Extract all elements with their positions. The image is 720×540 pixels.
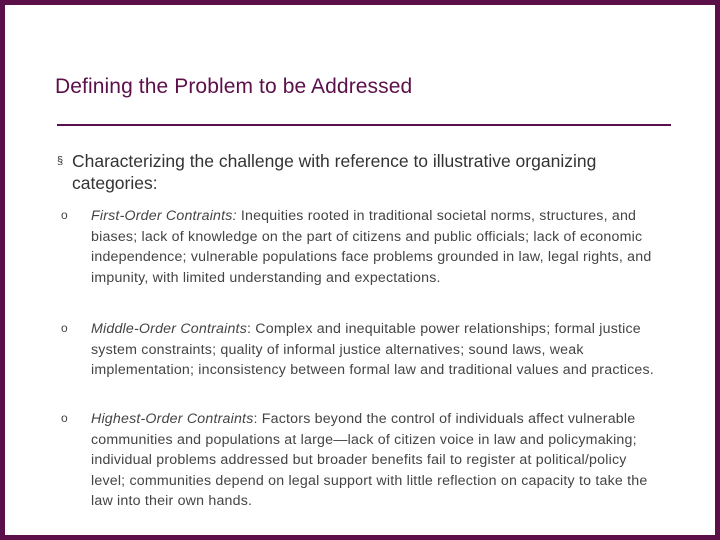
sub-bullet-first-order: [61, 206, 661, 288]
sub-bullet-label: First-Order Contraints:: [91, 208, 237, 224]
square-bullet-icon: §: [57, 155, 64, 167]
sub-bullet-middle-order: [61, 319, 661, 381]
sub-bullet-text: [91, 206, 661, 288]
sub-bullet-body: : Factors beyond the control of individuals affect vulnerable communities and populations at large—lack of citizen voice in law and policymaking; individual problems addressed but broader benefits fail to register at political/policy level; communities depend on legal support with little reflection on capacity to take the law into their own hands.: [91, 411, 648, 509]
circle-bullet-icon: o: [61, 411, 68, 425]
main-bullet: [57, 150, 657, 194]
main-bullet-text: Characterizing the challenge with reference to illustrative organizing categories:: [72, 151, 597, 193]
sub-bullet-body: : Complex and inequitable power relationships; formal justice system constraints; quality of informal justice alternatives; sound laws, weak implementation; inconsistency between formal law and traditional values and practices.: [91, 321, 654, 378]
sub-bullet-label: Middle-Order Contraints: [91, 321, 247, 337]
circle-bullet-icon: o: [61, 208, 68, 222]
title-divider: [57, 124, 671, 126]
sub-bullet-text: [91, 319, 661, 381]
sub-bullet-body: Inequities rooted in traditional societal norms, structures, and biases; lack of knowledge on the part of citizens and public officials; lack of economic independence; vulnerable populations face problems grounded in law, legal rights, and impunity, with limited understanding and expectations.: [91, 208, 652, 286]
slide-title: Defining the Problem to be Addressed: [55, 75, 413, 98]
circle-bullet-icon: o: [61, 321, 68, 335]
sub-bullet-highest-order: [61, 409, 661, 512]
sub-bullet-label: Highest-Order Contraints: [91, 411, 254, 427]
sub-bullet-text: [91, 409, 661, 512]
